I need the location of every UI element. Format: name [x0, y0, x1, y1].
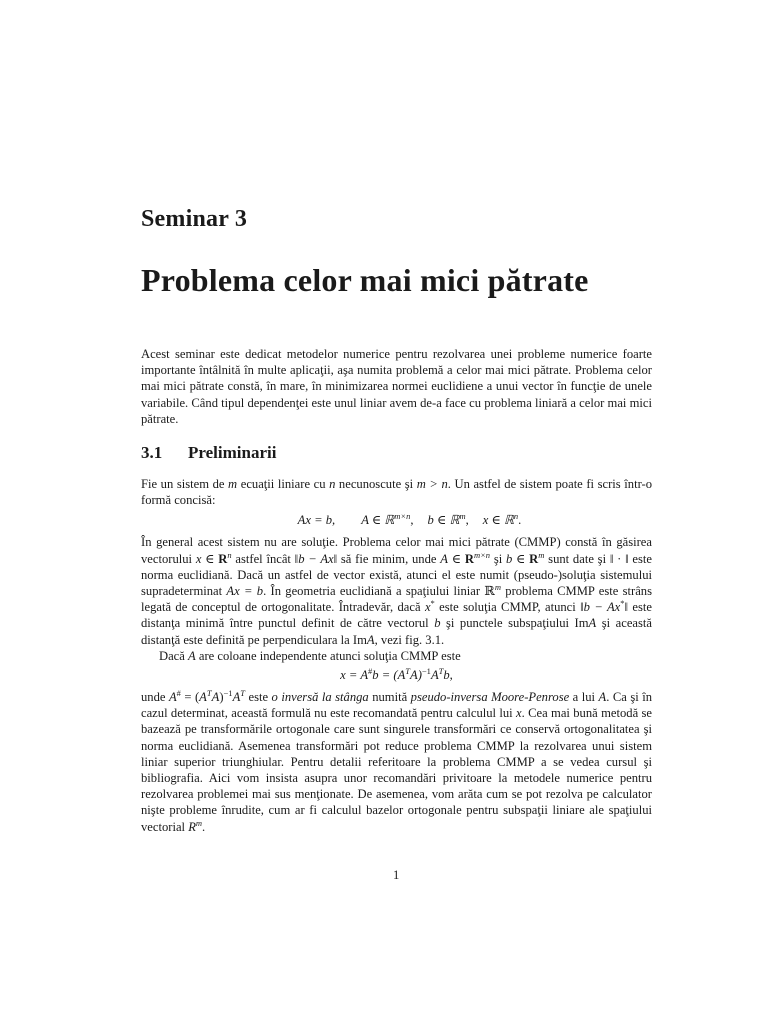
- section-body: [141, 476, 652, 835]
- intro-paragraph: Acest seminar este dedicat metodelor numerice pentru rezolvarea unei probleme numerice foarte importante întâlnită în multe aplicaţii, aşa numita problemă a celor mai mici pătrate. Problema celor mai mici pătrate constă, în mare, în minimizarea normei euclidiene a unui vector în funcţie de unele variabile. Când tipul dependenţei este unul liniar avem de-a face cu problema liniară a celor mai mici pătrate.: [141, 347, 652, 426]
- paragraph-cmmp-definition: În general acest sistem nu are soluţie. Problema celor mai mici pătrate (CMMP) constă în găsirea vectorului x ∈ $R^n$ astfel încât ‖b − Ax‖ să fie minim, unde A ∈ $R^{m\times n}$ şi b ∈ $R^m$ sunt date şi ‖ · ‖ este norma euclidiană. Dacă un astfel de vector există, atunci el este numit (pseudo-)soluţia sistemului supradeterminat Ax = b. În geometria euclidiană a spaţiului liniar ℝ$^m$ problema CMMP este strâns legată de conceptul de ortogonalitate. Întradevăr, dacă x* este soluţia CMMP, atunci ‖b − Ax*‖ este distanţa minimă între punctul definit de către vectorul b şi punctele subspaţiului ImA şi această distanţă este definită pe perpendiculara la ImA, vezi fig. 3.1.: [141, 535, 653, 647]
- section-heading: [141, 443, 276, 463]
- section-title: Preliminarii: [188, 443, 277, 462]
- chapter-label: Seminar 3: [141, 206, 248, 232]
- section-number: 3.1: [141, 443, 163, 462]
- equation-pseudo-inverse: $x = A^{\#}b = (A^TA)^{-1}A^Tb$,: [340, 666, 453, 683]
- equation-system: Ax = b, A ∈ ℝ$^{m\times n}$, b ∈ ℝ$^m$, x ∈ ℝ$^n$.: [297, 511, 522, 528]
- page-number: 1: [393, 868, 400, 882]
- chapter-title: Problema celor mai mici pătrate: [141, 262, 589, 298]
- paragraph-moore-penrose: unde $A^{\#} = (A^TA)^{-1}A^T$ este o inversă la stânga numită pseudo-inversa Moore-Penrose a lui A. Ca şi în cazul determinat, această formulă nu este recomandată pentru calculul lui x. Cea mai bună metodă se bazează pe transformările ortogonale care sunt singurele transformări ce conservă ortogonalitatea şi norma euclidiană. Asemenea transformări pot reduce problema CMMP la rezolvarea unui sistem liniar superior triunghiular. Pentru detalii referitoare la problema CMMP a se vedea cursul şi bibliografia. Aici vom insista asupra unor recomandări privitoare la metodele numerice pentru rezolvarea problemei mai sus menţionate. De asemenea, vom arăta cum se pot rezolva pe calculator nişte probleme înrudite, cum ar fi calculul bazelor ortogonale pentru subspaţii liniare ale spaţiului vectorial $R^m$.: [141, 688, 652, 834]
- paragraph-system: Fie un sistem de m ecuaţii liniare cu n necunoscute şi m > n. Un astfel de sistem poate fi scris într-o formă concisă:: [141, 477, 652, 508]
- paragraph-solution-intro: Dacă A are coloane independente atunci soluţia CMMP este: [159, 648, 461, 663]
